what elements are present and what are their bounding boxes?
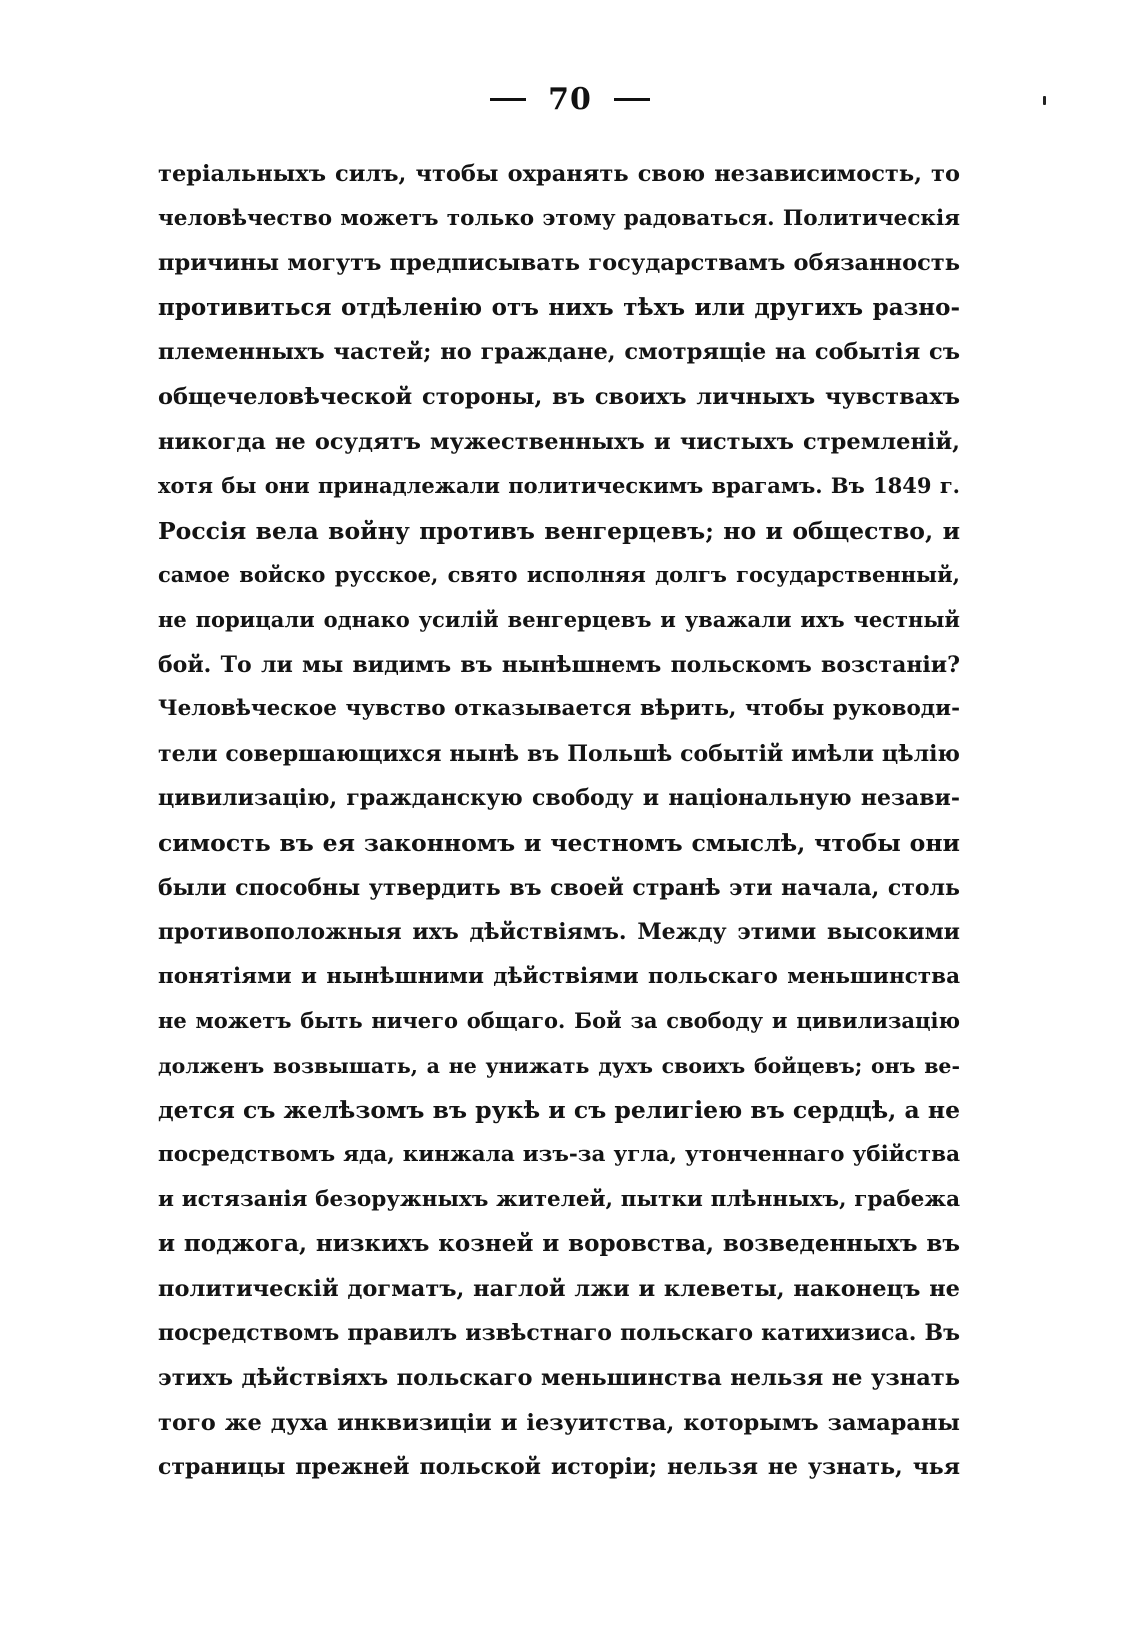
text-line: противиться отдѣленію отъ нихъ тѣхъ или другихъ разно- xyxy=(158,293,960,321)
text-line: человѣчество можетъ только этому радоваться. Политическія xyxy=(158,205,960,231)
text-line: страницы прежней польской исторіи; нельзя не узнать, чья xyxy=(158,1454,960,1481)
text-line: самое войско русское, свято исполняя долгъ государственный, xyxy=(158,562,960,588)
text-line: и истязанія безоружныхъ жителей, пытки плѣнныхъ, грабежа xyxy=(158,1186,960,1212)
text-line: дется съ желѣзомъ въ рукѣ и съ религіею въ сердцѣ, а не xyxy=(158,1096,960,1125)
text-line: хотя бы они принадлежали политическимъ врагамъ. Въ 1849 г. xyxy=(158,473,960,499)
text-line: и поджога, низкихъ козней и воровства, возведенныхъ въ xyxy=(158,1230,960,1258)
text-line: Человѣческое чувство отказывается вѣрить, чтобы руководи- xyxy=(158,696,960,722)
text-line: общечеловѣческой стороны, въ своихъ личныхъ чувствахъ xyxy=(158,383,960,410)
left-dash xyxy=(490,98,526,101)
body-text xyxy=(158,152,960,1490)
text-line: тели совершающихся нынѣ въ Польшѣ событій имѣли цѣлію xyxy=(158,740,960,767)
text-line: долженъ возвышать, а не унижать духъ своихъ бойцевъ; онъ ве- xyxy=(158,1053,960,1078)
text-line: бой. То ли мы видимъ въ нынѣшнемъ польскомъ возстаніи? xyxy=(158,651,960,678)
text-line: посредствомъ яда, кинжала изъ-за угла, утонченнаго убійства xyxy=(158,1142,960,1168)
text-line: Россія вела войну противъ венгерцевъ; но и общество, и xyxy=(158,516,960,545)
text-line: цивилизацію, гражданскую свободу и національную незави- xyxy=(158,785,960,812)
text-line: племенныхъ частей; но граждане, смотрящіе на событія съ xyxy=(158,339,960,366)
text-line: политическій догматъ, наглой лжи и клеветы, наконецъ не xyxy=(158,1275,960,1302)
right-dash xyxy=(614,98,650,101)
text-line: теріальныхъ силъ, чтобы охранять свою независимость, то xyxy=(158,161,960,187)
text-line: не можетъ быть ничего общаго. Бой за свободу и цивилизацію xyxy=(158,1008,960,1034)
text-line: причины могутъ предписывать государствамъ обязанность xyxy=(158,250,960,277)
text-line: противоположныя ихъ дѣйствіямъ. Между этими высокими xyxy=(158,919,960,946)
page-number: 70 xyxy=(548,82,592,117)
text-line: этихъ дѣйствіяхъ польскаго меньшинства нельзя не узнать xyxy=(158,1365,960,1392)
text-line: никогда не осудятъ мужественныхъ и чистыхъ стремленій, xyxy=(158,428,960,455)
text-line: не порицали однако усилій венгерцевъ и уважали ихъ честный xyxy=(158,606,960,632)
page-number-header xyxy=(0,82,1140,117)
text-line: посредствомъ правилъ извѣстнаго польскаго катихизиса. Въ xyxy=(158,1320,960,1347)
margin-mark xyxy=(1043,96,1046,105)
text-line: понятіями и нынѣшними дѣйствіями польскаго меньшинства xyxy=(158,963,960,989)
text-line: того же духа инквизиціи и іезуитства, которымъ замараны xyxy=(158,1409,960,1436)
text-line: были способны утвердить въ своей странѣ эти начала, столь xyxy=(158,874,960,901)
text-line: симость въ ея законномъ и честномъ смыслѣ, чтобы они xyxy=(158,828,960,857)
